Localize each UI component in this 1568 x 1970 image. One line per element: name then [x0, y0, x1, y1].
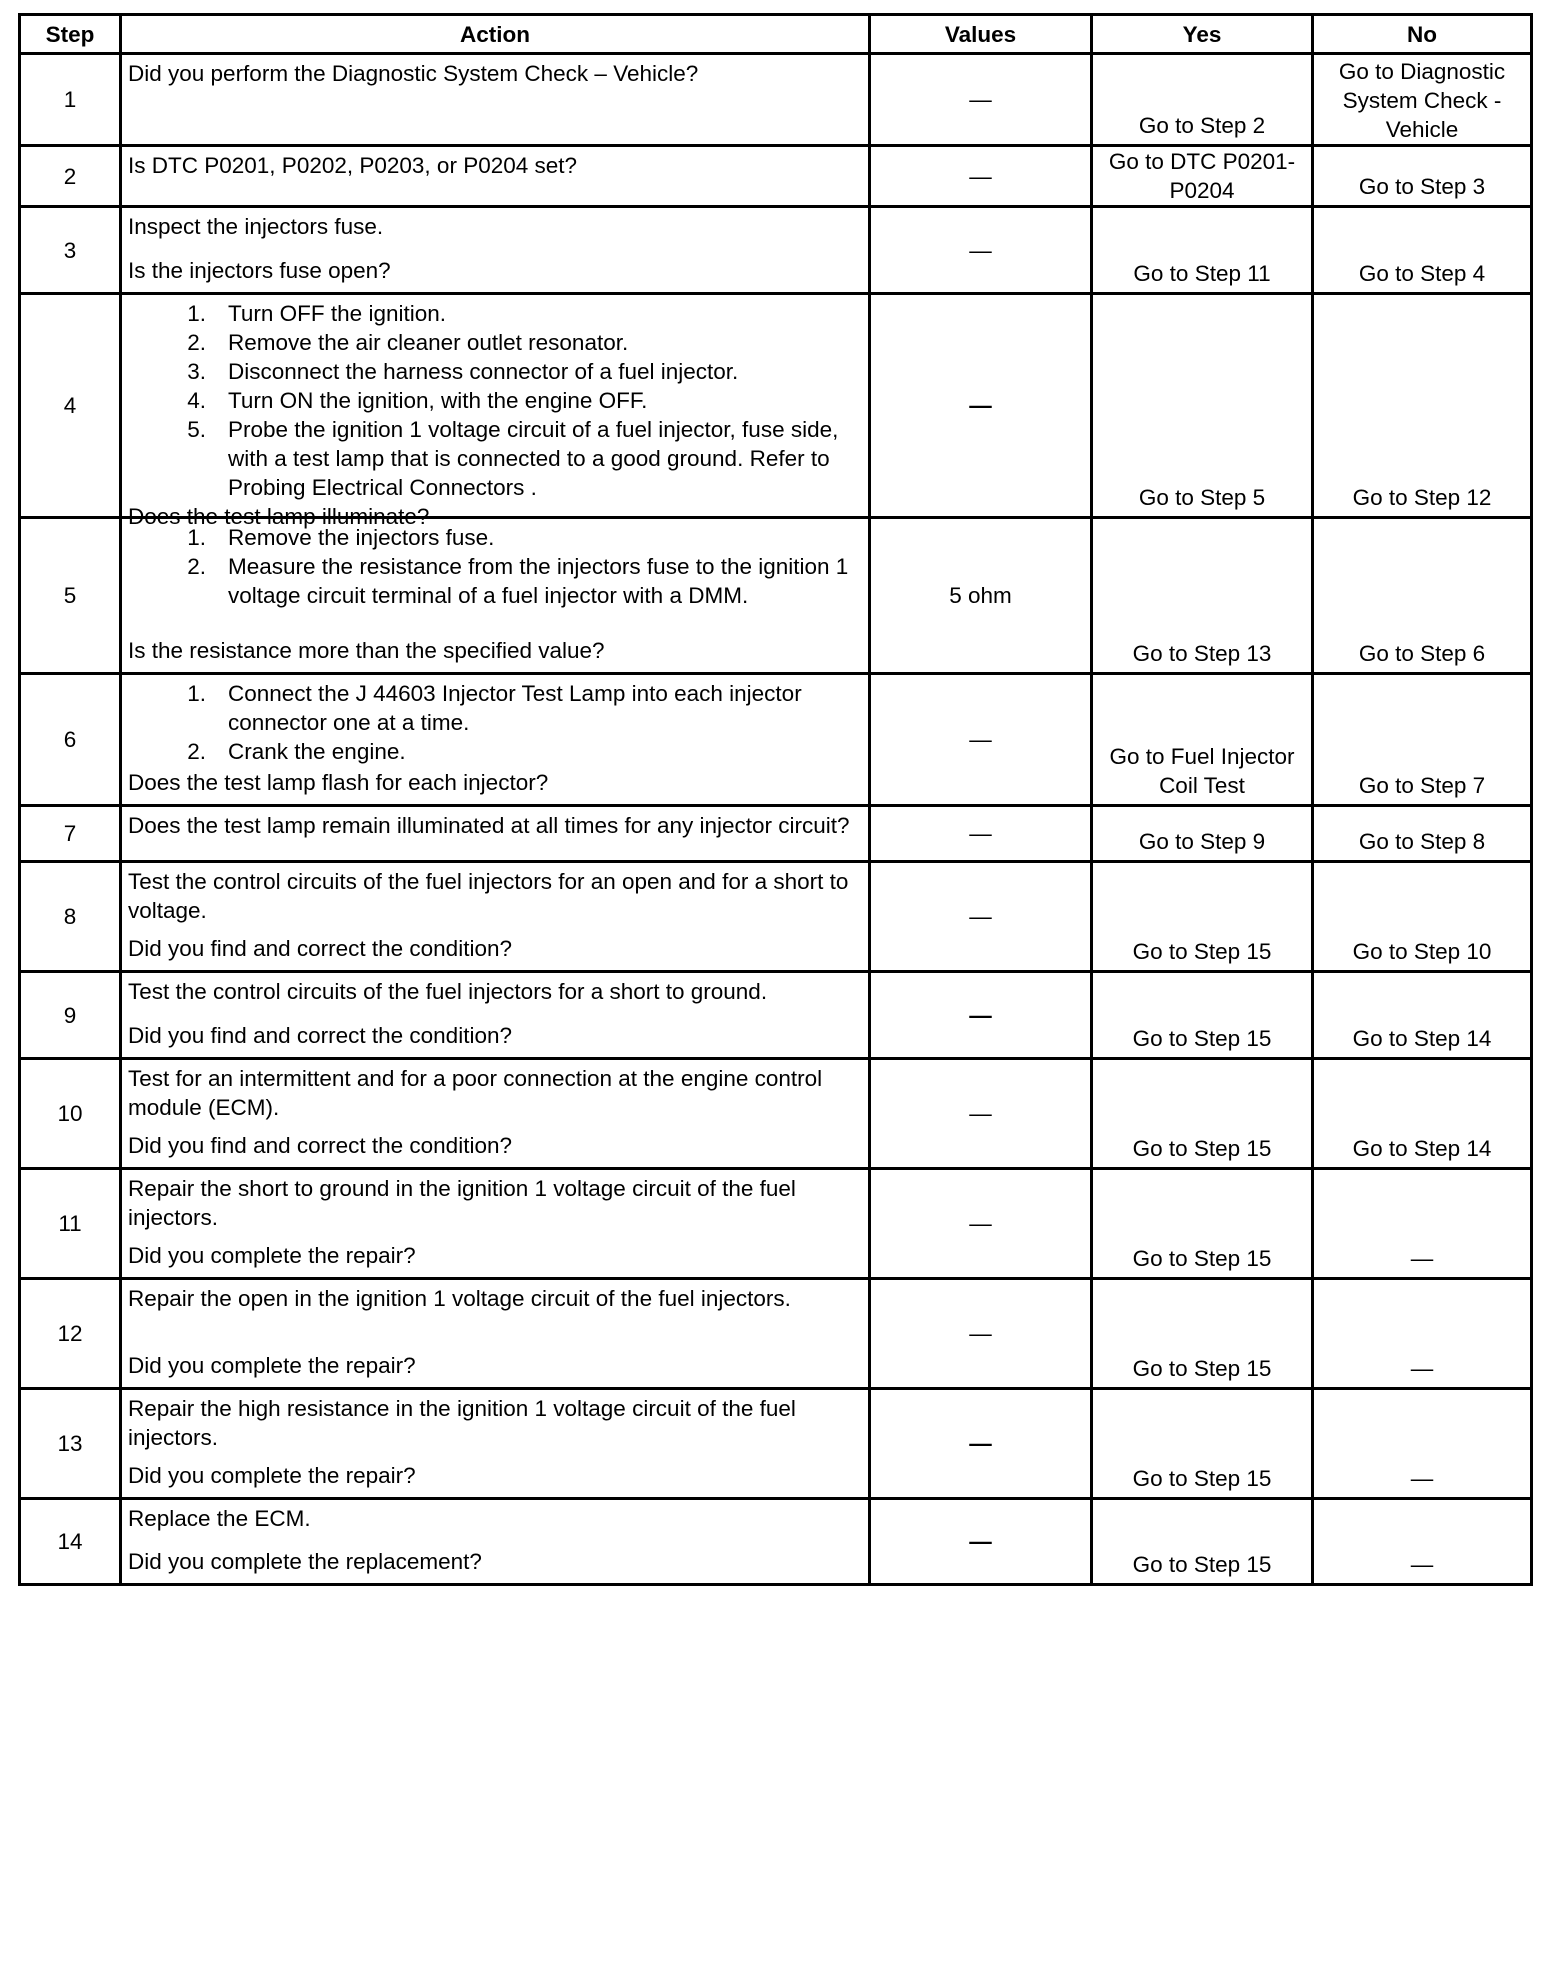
dash-value: —: [1410, 1356, 1434, 1381]
table-row: [20, 806, 1532, 862]
values-cell: [870, 972, 1092, 1059]
no-cell: [1313, 972, 1532, 1059]
action-step-text: Connect the J 44603 Injector Test Lamp into each injector connector one at a time.: [228, 681, 802, 735]
values-cell: [870, 1279, 1092, 1389]
action-instruction: Repair the open in the ignition 1 voltage circuit of the fuel injectors.: [128, 1286, 791, 1311]
table-row: [20, 54, 1532, 146]
action-step-item: [128, 679, 862, 737]
table-row: [20, 518, 1532, 674]
table-row: [20, 1059, 1532, 1169]
step-number: 7: [20, 806, 121, 862]
value-text: 5 ohm: [949, 583, 1012, 608]
action-instruction: Repair the short to ground in the ignition 1 voltage circuit of the fuel injectors.: [128, 1176, 796, 1230]
action-cell: [121, 862, 870, 972]
values-cell: [870, 862, 1092, 972]
action-step-number: 2.: [187, 739, 206, 764]
action-step-number: 1.: [187, 681, 206, 706]
action-instruction: Repair the high resistance in the ignition 1 voltage circuit of the fuel injectors.: [128, 1396, 796, 1450]
no-cell: [1313, 674, 1532, 806]
yes-cell: [1092, 518, 1313, 674]
step-number: 11: [20, 1169, 121, 1279]
dash-value: —: [969, 393, 992, 418]
yes-link[interactable]: Go to Step 15: [1132, 1552, 1272, 1577]
dash-value: —: [969, 1529, 992, 1554]
dash-value: —: [969, 904, 992, 929]
yes-link[interactable]: Go to Step 11: [1133, 261, 1271, 286]
yes-cell: [1092, 1389, 1313, 1499]
no-link[interactable]: Go to Diagnostic System Check - Vehicle: [1338, 59, 1506, 142]
step-number: 4: [20, 294, 121, 518]
action-question: Does the test lamp remain illuminated at all times for any injector circuit?: [128, 813, 850, 838]
action-step-text: Remove the injectors fuse.: [228, 525, 495, 550]
values-cell: [870, 1059, 1092, 1169]
action-step-text: Turn ON the ignition, with the engine OFF.: [228, 388, 648, 413]
no-cell: [1313, 518, 1532, 674]
action-steps-list: [128, 523, 862, 610]
yes-link[interactable]: Go to Step 9: [1138, 829, 1266, 854]
no-link[interactable]: Go to Step 8: [1358, 829, 1486, 854]
action-question: Does the test lamp flash for each injector?: [128, 770, 549, 795]
action-cell: [121, 972, 870, 1059]
step-number: 1: [20, 54, 121, 146]
action-step-item: [128, 415, 862, 502]
yes-cell: [1092, 1059, 1313, 1169]
action-instruction: Test the control circuits of the fuel injectors for an open and for a short to voltage.: [128, 869, 849, 923]
action-question: Is DTC P0201, P0202, P0203, or P0204 set?: [128, 153, 578, 178]
action-step-text: Measure the resistance from the injectors fuse to the ignition 1 voltage circuit terminal of a fuel injector with a DMM.: [228, 554, 849, 608]
diagnostic-table: [18, 13, 1533, 1586]
no-cell: [1313, 1279, 1532, 1389]
action-step-text: Crank the engine.: [228, 739, 406, 764]
step-number: 13: [20, 1389, 121, 1499]
yes-cell: [1092, 146, 1313, 207]
no-link[interactable]: Go to Step 14: [1352, 1026, 1492, 1051]
action-cell: [121, 294, 870, 529]
no-link[interactable]: Go to Step 4: [1358, 261, 1486, 286]
action-question: Did you complete the replacement?: [128, 1549, 482, 1574]
no-link[interactable]: Go to Step 7: [1358, 773, 1486, 798]
no-link[interactable]: Go to Step 6: [1358, 641, 1486, 666]
values-cell: [870, 674, 1092, 806]
yes-link[interactable]: Go to Step 15: [1132, 1136, 1272, 1161]
values-cell: [870, 294, 1092, 518]
action-cell: [121, 1059, 870, 1169]
action-question: Did you complete the repair?: [128, 1463, 416, 1488]
action-step-item: [128, 737, 862, 766]
action-cell: [121, 518, 870, 674]
action-step-text: Disconnect the harness connector of a fuel injector.: [228, 359, 739, 384]
action-instruction: Replace the ECM.: [128, 1506, 311, 1531]
yes-link[interactable]: Go to Step 5: [1138, 485, 1266, 510]
values-cell: [870, 207, 1092, 294]
action-question: Does the test lamp illuminate?: [128, 504, 430, 529]
table-row: [20, 207, 1532, 294]
dash-value: —: [969, 87, 992, 112]
header-no: No: [1313, 15, 1532, 54]
action-instruction: Test the control circuits of the fuel injectors for a short to ground.: [128, 979, 768, 1004]
table-row: [20, 862, 1532, 972]
header-yes: Yes: [1092, 15, 1313, 54]
values-cell: [870, 1389, 1092, 1499]
yes-link[interactable]: Go to Step 15: [1132, 1026, 1272, 1051]
no-cell: [1313, 54, 1532, 146]
action-cell: [121, 146, 870, 207]
action-steps-list: [128, 679, 862, 766]
action-step-number: 1.: [187, 301, 206, 326]
values-cell: [870, 806, 1092, 862]
action-step-item: [128, 357, 862, 386]
action-step-number: 1.: [187, 525, 206, 550]
action-cell: [121, 806, 870, 862]
table-row: [20, 1279, 1532, 1389]
table-row: [20, 1169, 1532, 1279]
table-body: [20, 54, 1532, 1585]
header-values: Values: [870, 15, 1092, 54]
action-step-item: [128, 523, 862, 552]
step-number: 14: [20, 1499, 121, 1585]
values-cell: [870, 54, 1092, 146]
action-step-item: [128, 386, 862, 415]
no-cell: [1313, 207, 1532, 294]
action-step-item: [128, 328, 862, 357]
header-step: Step: [20, 15, 121, 54]
no-link[interactable]: Go to Step 3: [1358, 174, 1486, 199]
action-question: Is the resistance more than the specified value?: [128, 638, 605, 663]
action-cell: [121, 674, 870, 806]
action-step-number: 4.: [187, 388, 206, 413]
action-step-number: 5.: [187, 417, 206, 442]
yes-cell: [1092, 294, 1313, 518]
yes-cell: [1092, 674, 1313, 806]
no-cell: [1313, 1169, 1532, 1279]
table-row: [20, 1499, 1532, 1585]
header-row: [20, 15, 1532, 54]
table-row: [20, 1389, 1532, 1499]
dash-value: —: [969, 1431, 992, 1456]
table-row: [20, 674, 1532, 806]
no-cell: [1313, 146, 1532, 207]
yes-link[interactable]: Go to Step 2: [1138, 113, 1266, 138]
no-link[interactable]: Go to Step 12: [1352, 485, 1492, 510]
step-number: 8: [20, 862, 121, 972]
dash-value: —: [969, 1101, 992, 1126]
header-action: Action: [121, 15, 870, 54]
yes-link[interactable]: Go to Step 15: [1132, 1356, 1272, 1381]
action-question: Did you find and correct the condition?: [128, 1023, 512, 1048]
yes-link[interactable]: Go to Step 15: [1132, 939, 1272, 964]
action-cell: [121, 1279, 870, 1389]
yes-cell: [1092, 972, 1313, 1059]
action-question: Did you perform the Diagnostic System Check – Vehicle?: [128, 61, 699, 86]
dash-value: —: [1410, 1246, 1434, 1271]
values-cell: [870, 146, 1092, 207]
no-link[interactable]: Go to Step 10: [1352, 939, 1492, 964]
action-step-number: 2.: [187, 330, 206, 355]
values-cell: [870, 1499, 1092, 1585]
no-cell: [1313, 862, 1532, 972]
step-number: 5: [20, 518, 121, 674]
table-row: [20, 294, 1532, 518]
no-cell: [1313, 1059, 1532, 1169]
dash-value: —: [969, 1211, 992, 1236]
yes-cell: [1092, 54, 1313, 146]
action-question: Did you complete the repair?: [128, 1353, 416, 1378]
yes-link[interactable]: Go to Step 13: [1132, 641, 1272, 666]
step-number: 3: [20, 207, 121, 294]
dash-value: —: [969, 727, 992, 752]
action-step-number: 2.: [187, 554, 206, 579]
action-question: Did you complete the repair?: [128, 1243, 416, 1268]
action-step-text: Remove the air cleaner outlet resonator.: [228, 330, 629, 355]
no-cell: [1313, 1499, 1532, 1585]
no-link[interactable]: Go to Step 14: [1352, 1136, 1492, 1161]
yes-cell: [1092, 1499, 1313, 1585]
step-number: 9: [20, 972, 121, 1059]
action-instruction: Inspect the injectors fuse.: [128, 214, 384, 239]
yes-cell: [1092, 207, 1313, 294]
no-cell: [1313, 1389, 1532, 1499]
action-question: Did you find and correct the condition?: [128, 1133, 512, 1158]
yes-cell: [1092, 1169, 1313, 1279]
action-steps-list: [128, 299, 862, 502]
dash-value: —: [1410, 1466, 1434, 1491]
no-cell: [1313, 806, 1532, 862]
step-number: 10: [20, 1059, 121, 1169]
step-number: 6: [20, 674, 121, 806]
action-step-text: Turn OFF the ignition.: [228, 301, 447, 326]
no-cell: [1313, 294, 1532, 518]
yes-cell: [1092, 806, 1313, 862]
table-row: [20, 972, 1532, 1059]
action-cell: [121, 54, 870, 146]
yes-cell: [1092, 862, 1313, 972]
action-question: Is the injectors fuse open?: [128, 258, 391, 283]
action-step-number: 3.: [187, 359, 206, 384]
yes-link[interactable]: Go to Fuel Injector Coil Test: [1109, 744, 1295, 798]
yes-link[interactable]: Go to DTC P0201-P0204: [1108, 149, 1296, 203]
action-cell: [121, 1499, 870, 1585]
dash-value: —: [969, 237, 992, 263]
action-step-item: [128, 552, 862, 610]
table-row: [20, 146, 1532, 207]
action-instruction: Test for an intermittent and for a poor connection at the engine control module (ECM).: [128, 1066, 823, 1120]
action-cell: [121, 207, 870, 294]
step-number: 2: [20, 146, 121, 207]
action-question: Did you find and correct the condition?: [128, 936, 512, 961]
yes-cell: [1092, 1279, 1313, 1389]
values-cell: [870, 518, 1092, 674]
dash-value: —: [969, 163, 992, 189]
dash-value: —: [969, 821, 992, 846]
yes-link[interactable]: Go to Step 15: [1132, 1246, 1272, 1271]
action-cell: [121, 1389, 870, 1499]
step-number: 12: [20, 1279, 121, 1389]
dash-value: —: [1410, 1552, 1434, 1577]
action-cell: [121, 1169, 870, 1279]
values-cell: [870, 1169, 1092, 1279]
action-step-text: Probe the ignition 1 voltage circuit of a fuel injector, fuse side, with a test lamp that is connected to a good ground. Refer to Probing Electrical Connectors .: [228, 417, 839, 500]
dash-value: —: [969, 1002, 992, 1028]
dash-value: —: [969, 1321, 992, 1346]
action-step-item: [128, 299, 862, 328]
yes-link[interactable]: Go to Step 15: [1132, 1466, 1272, 1491]
